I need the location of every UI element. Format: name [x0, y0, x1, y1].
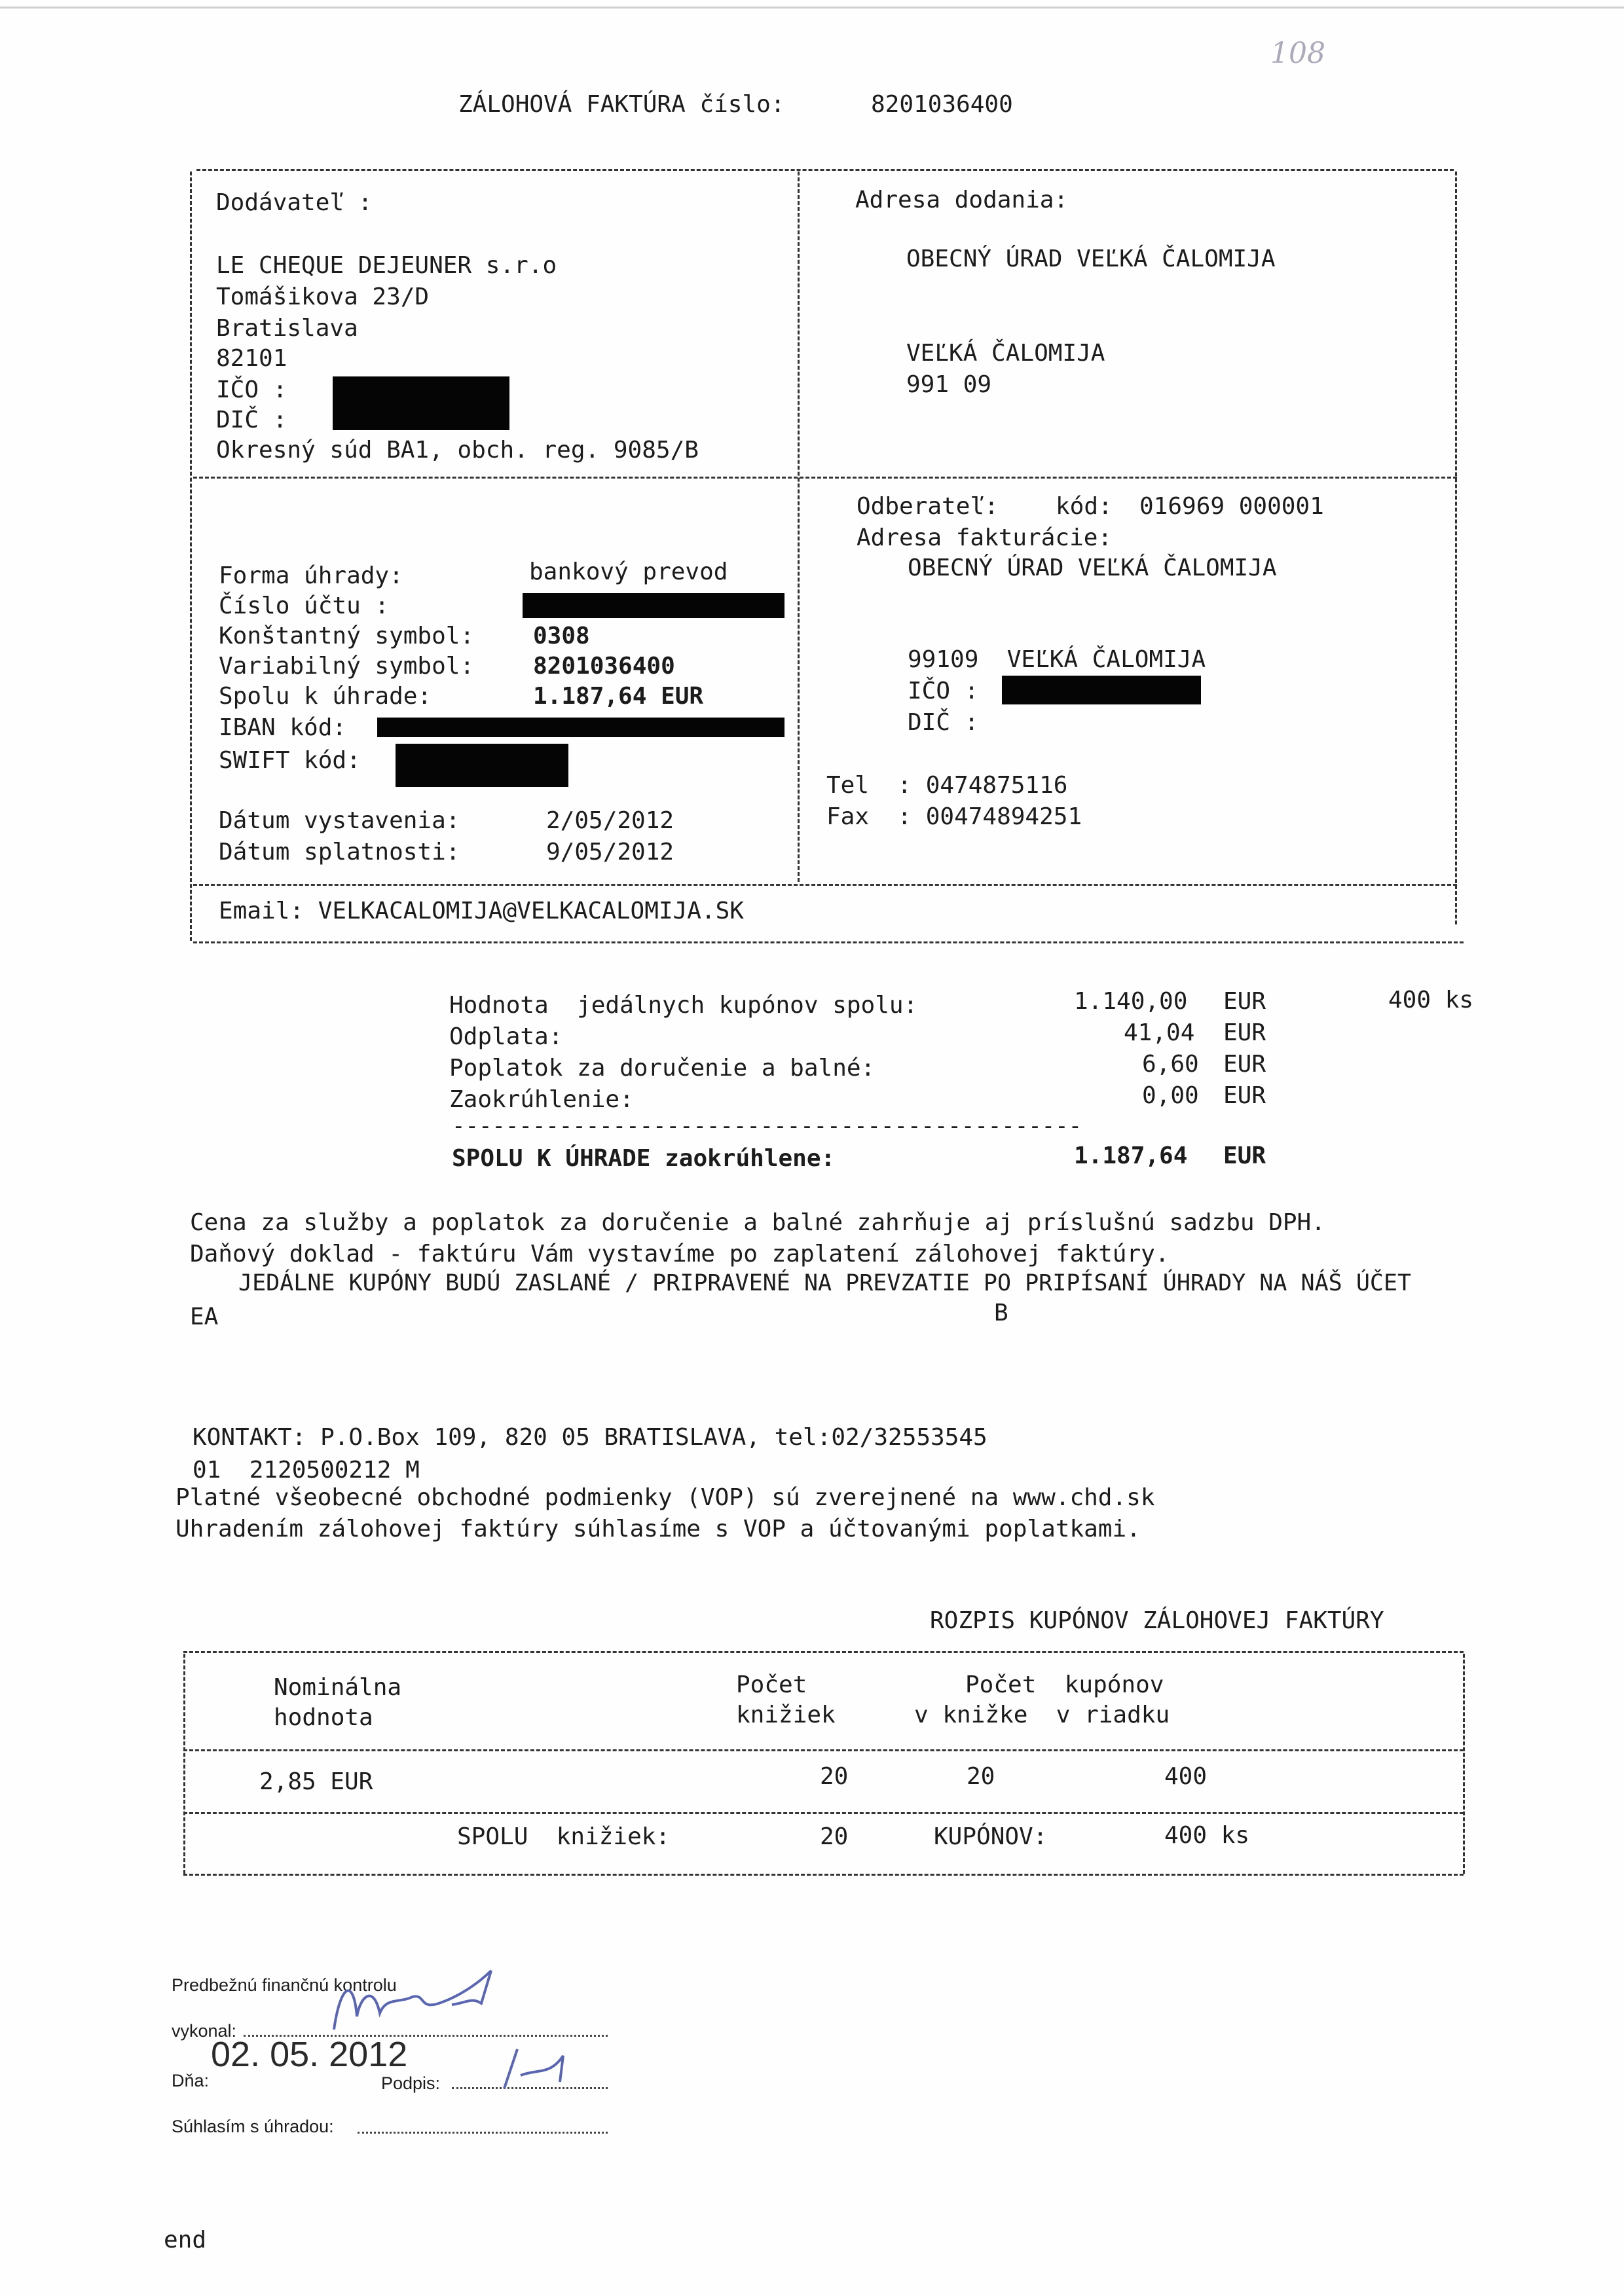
summary-amount-coupons: 1.140,00 — [1074, 988, 1188, 1015]
var-symbol-value: 8201036400 — [533, 653, 675, 680]
summary-label-rounding: Zaokrúhlenie: — [449, 1086, 634, 1113]
payment-form-label: Forma úhrady: — [219, 562, 403, 589]
summary-currency-coupons: EUR — [1223, 988, 1266, 1015]
col-header-nominal-2: hodnota — [274, 1704, 373, 1731]
customer-dic-label: DIČ : — [908, 709, 979, 736]
summary-amount-fee: 41,04 — [1124, 1019, 1195, 1046]
redacted-iban — [377, 718, 784, 737]
redacted-account — [523, 593, 784, 618]
summary-amount-delivery: 6,60 — [1142, 1051, 1199, 1078]
row-nominal: 2,85 EUR — [259, 1768, 373, 1795]
col-header-nominal-1: Nominálna — [274, 1674, 402, 1701]
supplier-street: Tomášikova 23/D — [216, 283, 430, 310]
customer-code: 016969 000001 — [1139, 493, 1324, 520]
redacted-supplier-ids — [333, 376, 509, 430]
konst-symbol-label: Konštantný symbol: — [219, 623, 475, 649]
frame-top-border — [196, 169, 1454, 171]
total-due-value: 1.187,64 EUR — [533, 683, 704, 710]
handwritten-page-number: 108 — [1270, 37, 1325, 70]
summary-qty-coupons: 400 ks — [1388, 987, 1474, 1013]
total-due-label: Spolu k úhrade: — [219, 683, 432, 710]
contact-registration: 01 2120500212 M — [193, 1457, 420, 1484]
mark-ea: EA — [190, 1303, 219, 1330]
invoice-number: 8201036400 — [871, 91, 1013, 118]
frame-right-border — [1455, 172, 1457, 924]
summary-currency-delivery: EUR — [1223, 1051, 1266, 1078]
note-vat: Cena za služby a poplatok za doručenie a balné zahrňuje aj príslušnú sadzbu DPH. — [190, 1209, 1325, 1236]
delivery-city: VEĽKÁ ČALOMIJA — [906, 340, 1105, 367]
summary-label-fee: Odplata: — [449, 1023, 563, 1050]
iban-label: IBAN kód: — [219, 714, 347, 741]
end-marker: end — [164, 2227, 207, 2253]
konst-symbol-value: 0308 — [533, 623, 590, 649]
breakdown-title: ROZPIS KUPÓNOV ZÁLOHOVEJ FAKTÚRY — [930, 1607, 1384, 1634]
redacted-customer-ico — [1002, 676, 1201, 704]
sum-books: 20 — [820, 1823, 849, 1850]
due-date-label: Dátum splatnosti: — [219, 839, 460, 866]
stamp-approval-label: Súhlasím s úhradou: — [172, 2117, 334, 2136]
col-header-books-2: knižiek — [736, 1702, 836, 1728]
summary-amount-rounding: 0,00 — [1142, 1082, 1199, 1109]
supplier-city: Bratislava — [216, 315, 358, 342]
issue-date-value: 2/05/2012 — [546, 807, 674, 834]
supplier-zip: 82101 — [216, 345, 287, 372]
row-books: 20 — [820, 1763, 849, 1790]
stamp-performed-label: vykonal: — [172, 2021, 237, 2041]
summary-separator: ----------------------------------------------- — [452, 1113, 1082, 1139]
frame-bottom-border — [193, 941, 1464, 943]
terms-agreement: Uhradením zálohovej faktúry súhlasíme s VOP a účtovanými poplatkami. — [175, 1516, 1141, 1542]
billing-address-label: Adresa fakturácie: — [857, 524, 1113, 551]
customer-fax: Fax : 00474894251 — [826, 803, 1082, 830]
delivery-name: OBECNÝ ÚRAD VEĽKÁ ČALOMIJA — [906, 246, 1276, 272]
handwritten-signature-performed — [327, 1958, 524, 2036]
sum-coupons-label: KUPÓNOV: — [934, 1823, 1048, 1850]
breakdown-left-border — [183, 1654, 185, 1874]
row-per-row: 400 — [1164, 1763, 1208, 1790]
delivery-label: Adresa dodania: — [855, 187, 1069, 213]
summary-total-label: SPOLU K ÚHRADE zaokrúhlene: — [452, 1145, 836, 1172]
handwritten-signature — [485, 2043, 583, 2095]
col-header-coupons-1: Počet kupónov — [965, 1671, 1164, 1698]
breakdown-right-border — [1463, 1654, 1465, 1874]
supplier-ico-label: IČO : — [216, 376, 287, 403]
supplier-dic-label: DIČ : — [216, 407, 287, 433]
due-date-value: 9/05/2012 — [546, 839, 674, 866]
frame-mid-border — [193, 477, 1457, 479]
frame-email-border — [193, 884, 1457, 886]
note-tax-document: Daňový doklad - faktúru Vám vystavíme po zaplatení zálohovej faktúry. — [190, 1241, 1170, 1267]
customer-name: OBECNÝ ÚRAD VEĽKÁ ČALOMIJA — [908, 555, 1277, 581]
payment-form-value: bankový prevod — [529, 558, 728, 585]
frame-center-divider — [798, 172, 800, 882]
breakdown-top-border — [183, 1651, 1464, 1653]
summary-total-amount: 1.187,64 — [1074, 1142, 1188, 1169]
breakdown-bottom-border — [183, 1874, 1464, 1876]
note-coupons-delivery: JEDÁLNE KUPÓNY BUDÚ ZASLANÉ / PRIPRAVENÉ NA PREVZATIE PO PRIPÍSANÍ ÚHRADY NA NÁŠ ÚČET — [238, 1270, 1412, 1296]
email-line: Email: VELKACALOMIJA@VELKACALOMIJA.SK — [219, 898, 744, 924]
supplier-name: LE CHEQUE DEJEUNER s.r.o — [216, 252, 557, 279]
issue-date-label: Dátum vystavenia: — [219, 807, 460, 834]
breakdown-header-border — [183, 1749, 1464, 1751]
sum-books-label: SPOLU knižiek: — [457, 1823, 671, 1850]
customer-ico-label: IČO : — [908, 678, 979, 704]
customer-label: Odberateľ: — [857, 493, 999, 520]
mark-b: B — [994, 1300, 1008, 1326]
supplier-court-registration: Okresný súd BA1, obch. reg. 9085/B — [216, 437, 699, 464]
stamp-approval-line — [358, 2132, 608, 2134]
var-symbol-label: Variabilný symbol: — [219, 653, 475, 680]
row-per-book: 20 — [967, 1763, 995, 1790]
stamp-title: Predbežnú finančnú kontrolu — [172, 1975, 397, 1995]
terms-published: Platné všeobecné obchodné podmienky (VOP) sú zverejnené na www.chd.sk — [175, 1484, 1155, 1511]
summary-total-currency: EUR — [1223, 1142, 1266, 1169]
col-header-books-1: Počet — [736, 1671, 807, 1698]
col-header-coupons-2: v knižke v riadku — [914, 1702, 1170, 1728]
redacted-swift — [396, 744, 568, 787]
summary-currency-rounding: EUR — [1223, 1082, 1266, 1109]
stamp-date: 02. 05. 2012 — [211, 2035, 408, 2074]
sum-coupons: 400 ks — [1164, 1822, 1250, 1849]
breakdown-row-border — [183, 1812, 1464, 1814]
delivery-zip: 991 09 — [906, 371, 992, 398]
account-label: Číslo účtu : — [219, 592, 390, 619]
stamp-signature-label: Podpis: — [381, 2073, 441, 2093]
customer-code-label: kód: — [1056, 493, 1113, 520]
summary-label-coupons: Hodnota jedálnych kupónov spolu: — [449, 992, 918, 1019]
document-title: ZÁLOHOVÁ FAKTÚRA číslo: — [458, 91, 785, 118]
stamp-date-label: Dňa: — [172, 2071, 210, 2090]
frame-left-border — [190, 172, 192, 941]
swift-label: SWIFT kód: — [219, 747, 361, 774]
customer-zip-city: 99109 VEĽKÁ ČALOMIJA — [908, 646, 1206, 673]
summary-label-delivery: Poplatok za doručenie a balné: — [449, 1055, 876, 1082]
contact-line: KONTAKT: P.O.Box 109, 820 05 BRATISLAVA, tel:02/32553545 — [193, 1424, 987, 1451]
customer-phone: Tel : 0474875116 — [826, 772, 1068, 799]
scan-edge — [0, 7, 1624, 9]
supplier-label: Dodávateľ : — [216, 189, 373, 216]
summary-currency-fee: EUR — [1223, 1019, 1266, 1046]
